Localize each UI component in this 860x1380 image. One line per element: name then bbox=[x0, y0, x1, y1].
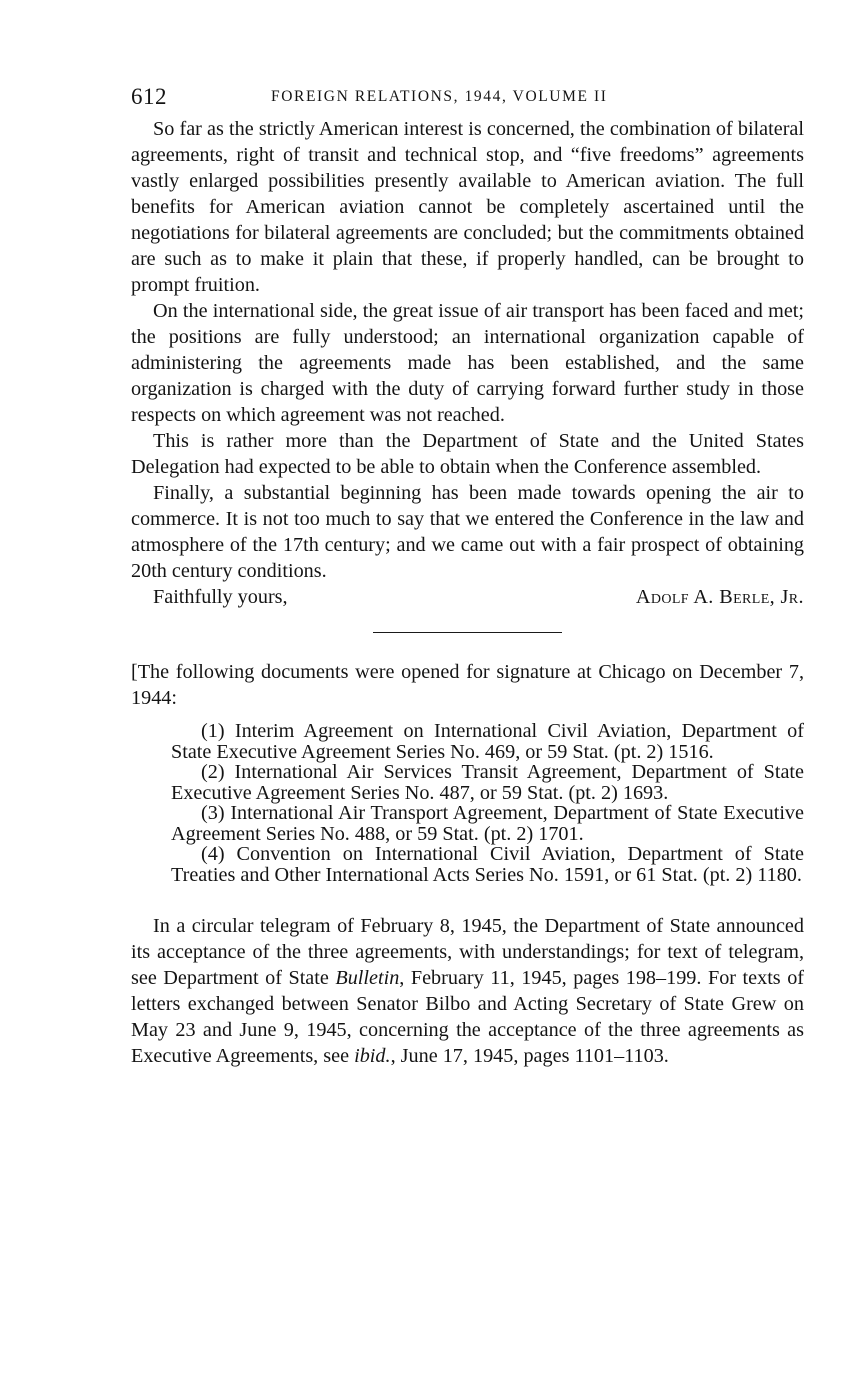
document-item: (2) International Air Services Transit Agreement, Department of State Executive Agreement Series No. 487, or 59 Stat. (pt. 2) 1693. bbox=[171, 761, 804, 804]
page-header bbox=[131, 80, 804, 116]
complimentary-close: Faithfully yours, bbox=[153, 586, 288, 608]
editorial-note-intro: [The following documents were opened for signature at Chicago on December 7, 1944: bbox=[131, 661, 804, 709]
body-paragraph-3: This is rather more than the Department of State and the United States Delegation had expected to be able to obtain when the Conference assembled. bbox=[131, 430, 804, 478]
page bbox=[131, 80, 804, 1069]
section-divider bbox=[373, 632, 562, 633]
body-paragraph-4: Finally, a substantial beginning has been made towards opening the air to commerce. It is not too much to say that we entered the Conference in the law and atmosphere of the 17th century; and we came out with a fair prospect of obtaining 20th century conditions. bbox=[131, 482, 804, 582]
closing-text-part-2: , February 11, 1945, pages 198–199. For texts of letters exchanged between Senator Bilbo and Acting Secretary of State Grew on May 23 and June 9, 1945, concerning the acceptance of the three agreements as Executive Agreements, see bbox=[131, 967, 805, 1067]
document-item: (1) Interim Agreement on International Civil Aviation, Department of State Executive Agreement Series No. 469, or 59 Stat. (pt. 2) 1516. bbox=[171, 720, 804, 763]
body-paragraph-1: So far as the strictly American interest is concerned, the combination of bilateral agreements, right of transit and technical stop, and “five freedoms” agreements vastly enlarged possibilities presently available to American aviation. The full benefits for American aviation cannot be completely ascertained until the negotiations for bilateral agreements are concluded; but the commitments obtained are such as to make it plain that these, if properly handled, can be brought to prompt fruition. bbox=[131, 118, 804, 296]
document-item: (3) International Air Transport Agreement, Department of State Executive Agreement Series No. 488, or 59 Stat. (pt. 2) 1701. bbox=[171, 802, 804, 845]
body-paragraph-2: On the international side, the great issue of air transport has been faced and met; the positions are fully understood; an international organization capable of administering the agreements made has been established, and the same organization is charged with the duty of carrying forward further study in those respects on which agreement was not reached. bbox=[131, 300, 804, 426]
running-head: FOREIGN RELATIONS, 1944, VOLUME II bbox=[271, 88, 608, 105]
signatory-name: Adolf A. Berle, Jr. bbox=[635, 586, 804, 608]
document-list bbox=[171, 721, 804, 885]
signature-line bbox=[131, 584, 804, 610]
closing-text-part-1: In a circular telegram of February 8, 1945, the Department of State announced its acceptance of the three agreements, with understandings; for text of telegram, see Department of State bbox=[131, 915, 804, 989]
document-item: (4) Convention on International Civil Aviation, Department of State Treaties and Other International Acts Series No. 1591, or 61 Stat. (pt. 2) 1180. bbox=[171, 843, 804, 886]
ibid-reference: ibid. bbox=[354, 1045, 391, 1067]
editorial-note-closing bbox=[131, 913, 804, 1069]
closing-text-part-3: , June 17, 1945, pages 1101–1103. bbox=[390, 1045, 669, 1067]
bulletin-title: Bulletin bbox=[335, 967, 400, 989]
page-number: 612 bbox=[131, 84, 167, 109]
